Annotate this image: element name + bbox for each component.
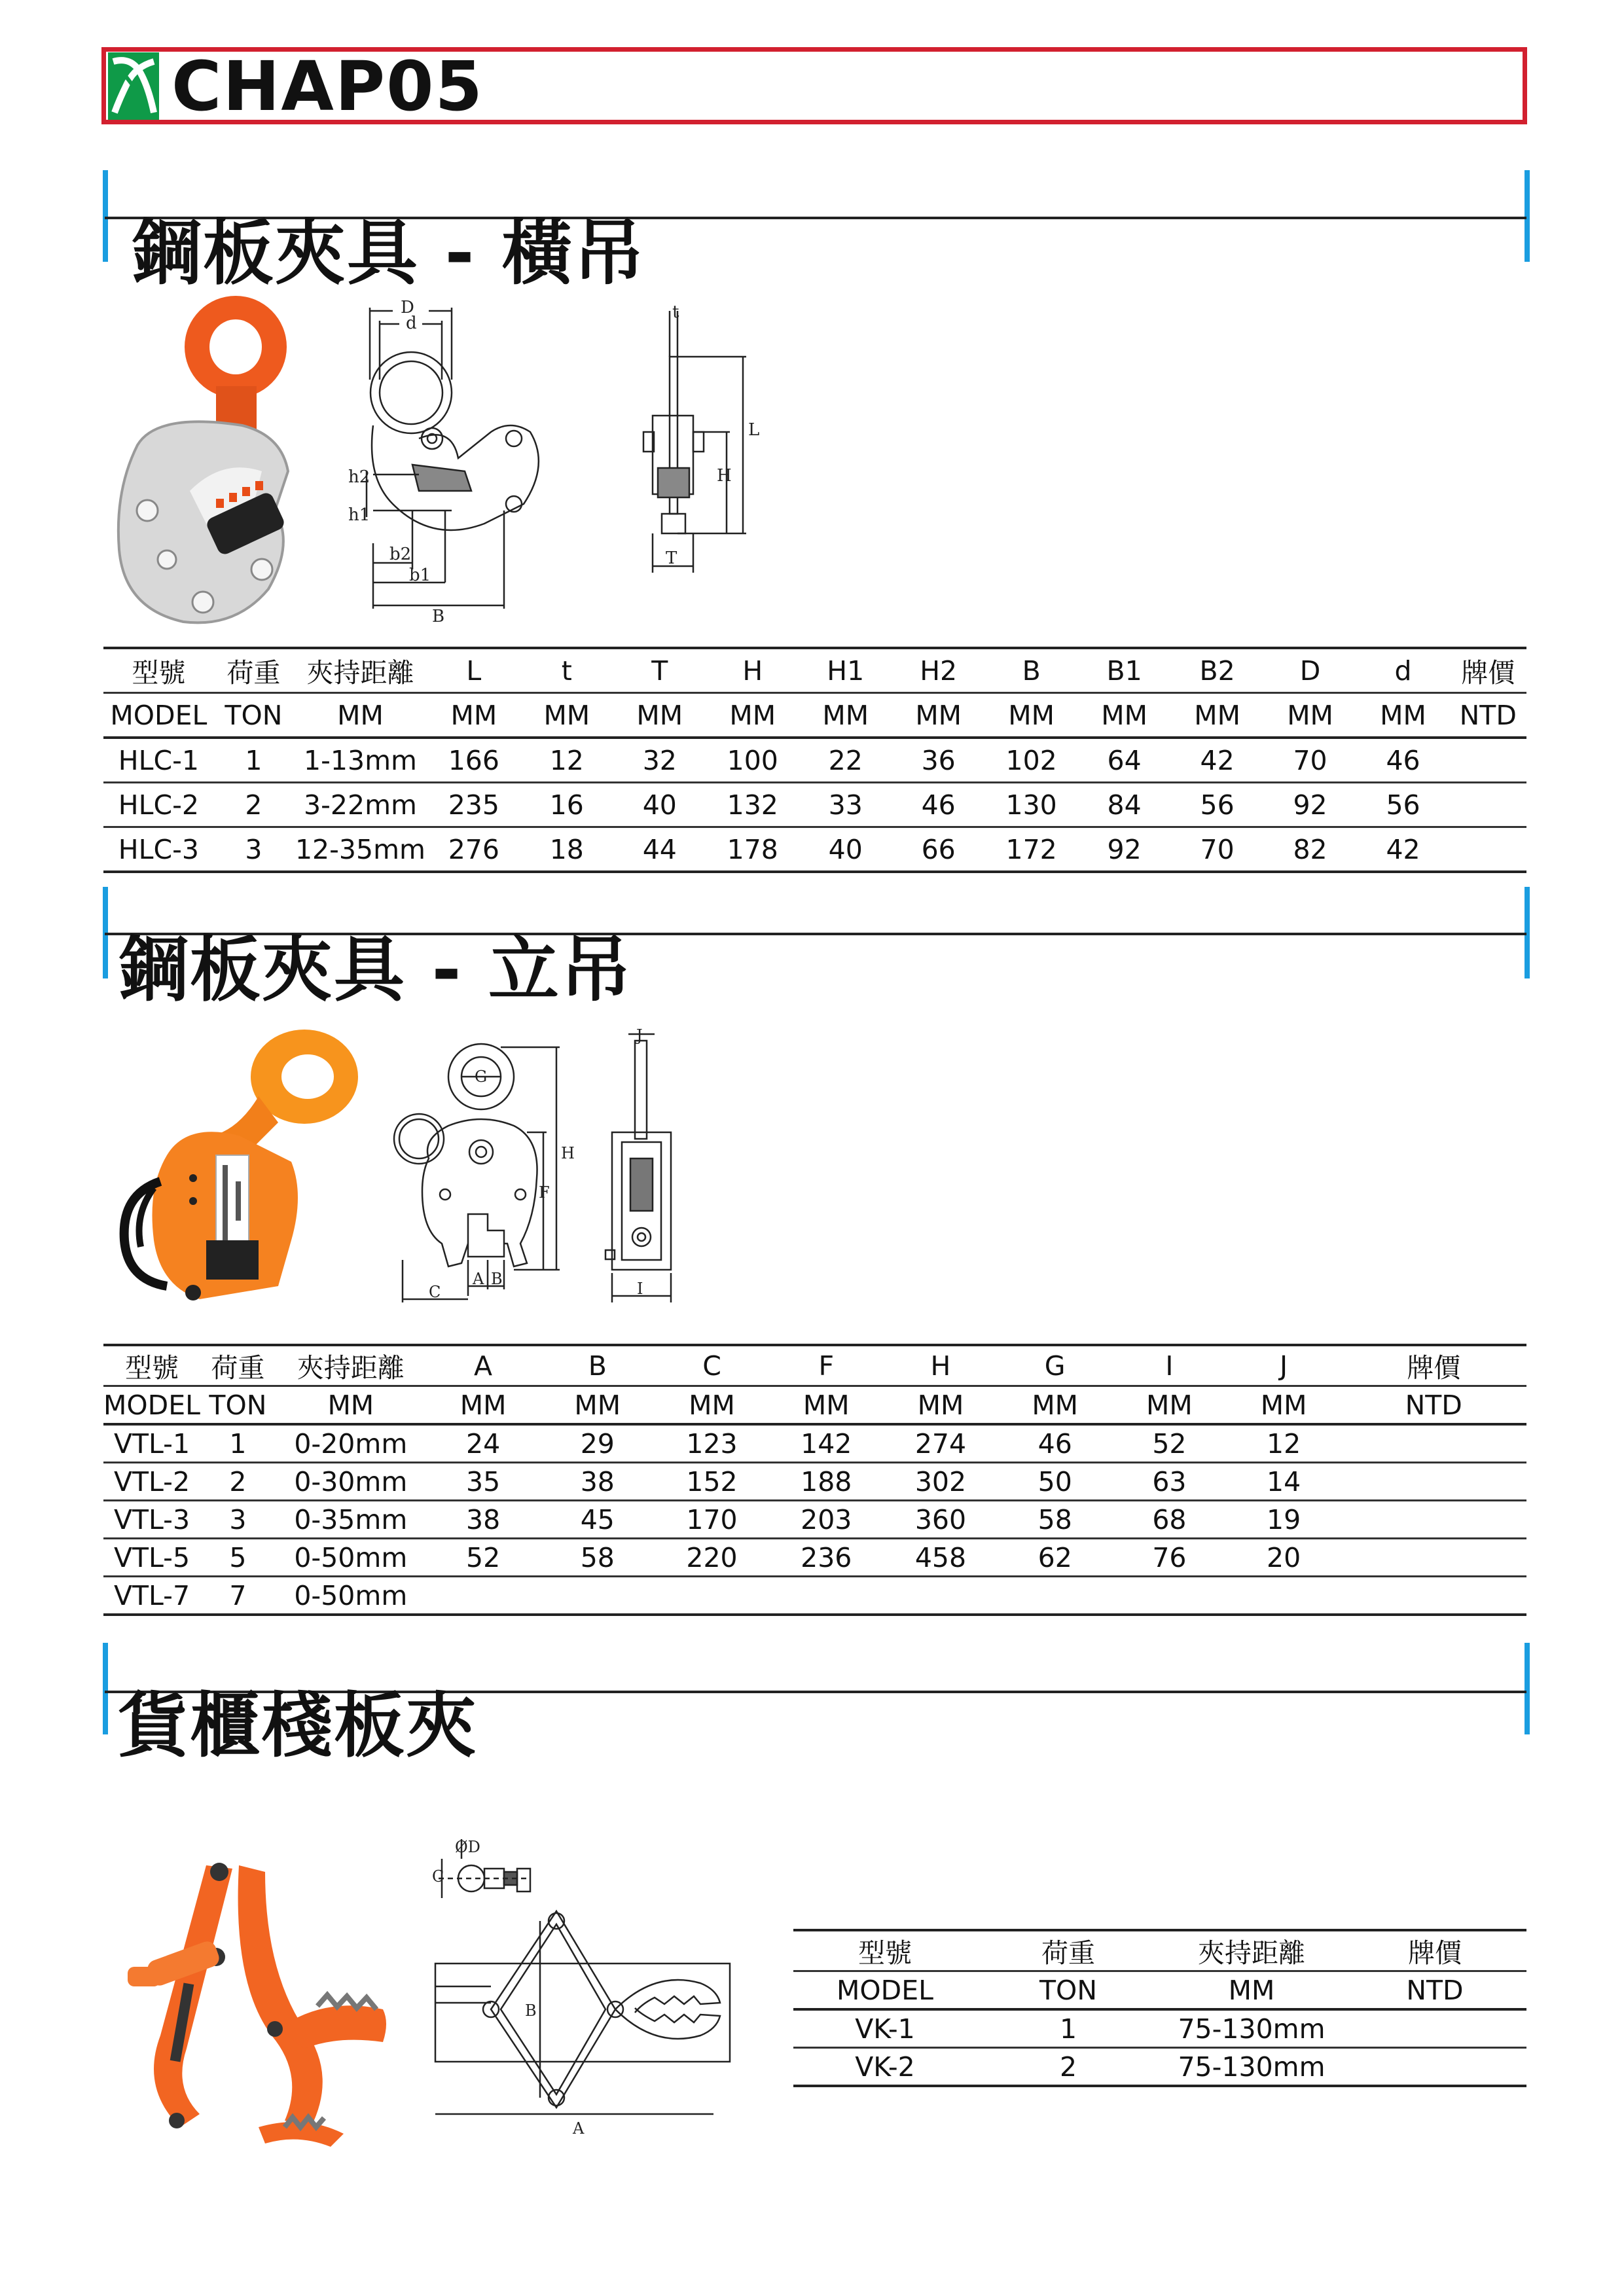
header-cell: G bbox=[998, 1345, 1112, 1386]
svg-text:b1: b1 bbox=[409, 565, 431, 585]
header-cell: 荷重 bbox=[214, 648, 293, 693]
header-cell: MM bbox=[706, 693, 799, 738]
table-header-en bbox=[103, 1386, 1526, 1425]
table-cell: 130 bbox=[985, 783, 1078, 827]
table-cell: 52 bbox=[1112, 1424, 1227, 1463]
header-cell: MM bbox=[1160, 1971, 1343, 2010]
header-cell: A bbox=[426, 1345, 541, 1386]
vertical-clamp-photo bbox=[108, 1024, 370, 1321]
svg-text:D: D bbox=[401, 298, 414, 317]
table-cell: 274 bbox=[884, 1424, 998, 1463]
section-marker-left bbox=[103, 170, 108, 262]
header-cell: B1 bbox=[1078, 648, 1171, 693]
svg-text:C: C bbox=[432, 1867, 444, 1886]
table-cell: 44 bbox=[613, 827, 706, 872]
horizontal-clamp-front-diagram bbox=[348, 295, 569, 631]
table-cell: 3 bbox=[214, 827, 293, 872]
table-cell: 38 bbox=[540, 1463, 655, 1501]
header-cell: 夾持距離 bbox=[1160, 1930, 1343, 1971]
svg-text:A: A bbox=[573, 2119, 585, 2138]
table-cell: 2 bbox=[200, 1463, 276, 1501]
table-row bbox=[793, 2009, 1526, 2048]
table-cell: VK-2 bbox=[793, 2048, 977, 2087]
header-cell: TON bbox=[977, 1971, 1160, 2010]
table-cell: 82 bbox=[1264, 827, 1357, 872]
table-cell: 7 bbox=[200, 1577, 276, 1615]
pallet-clamp-photo bbox=[108, 1852, 396, 2149]
table-cell: 1 bbox=[977, 2009, 1160, 2048]
table-header-zh bbox=[103, 1345, 1526, 1386]
table-cell: 42 bbox=[1357, 827, 1450, 872]
header-cell: MODEL bbox=[103, 1386, 200, 1425]
table-row bbox=[793, 2048, 1526, 2087]
table-cell bbox=[1343, 2009, 1526, 2048]
section-title-horizontal-clamp: 鋼板夾具 - 橫吊 bbox=[131, 213, 646, 295]
header-cell: MM bbox=[520, 693, 613, 738]
header-cell: H1 bbox=[799, 648, 892, 693]
table-cell: 64 bbox=[1078, 738, 1171, 783]
table-cell bbox=[655, 1577, 769, 1615]
table-cell bbox=[884, 1577, 998, 1615]
header-cell: TON bbox=[200, 1386, 276, 1425]
table-cell: 2 bbox=[977, 2048, 1160, 2087]
header-cell: MM bbox=[613, 693, 706, 738]
header-cell: H bbox=[884, 1345, 998, 1386]
section-marker-left bbox=[103, 1643, 108, 1734]
table-cell: 36 bbox=[892, 738, 985, 783]
vertical-clamp-front-diagram bbox=[383, 1034, 592, 1312]
table-cell: 19 bbox=[1227, 1501, 1341, 1539]
svg-text:b2: b2 bbox=[389, 545, 412, 564]
table-cell: 58 bbox=[998, 1501, 1112, 1539]
table-cell: HLC-2 bbox=[103, 783, 214, 827]
svg-text:C: C bbox=[429, 1283, 441, 1301]
table-cell: 70 bbox=[1264, 738, 1357, 783]
header-cell: F bbox=[769, 1345, 884, 1386]
header-cell: B bbox=[985, 648, 1078, 693]
table-cell: 46 bbox=[998, 1424, 1112, 1463]
table-cell: 236 bbox=[769, 1539, 884, 1577]
header-cell: MM bbox=[1227, 1386, 1341, 1425]
table-cell: 1 bbox=[214, 738, 293, 783]
table-cell: 32 bbox=[613, 738, 706, 783]
horizontal-clamp-photo bbox=[111, 295, 321, 637]
svg-text:A: A bbox=[473, 1270, 484, 1288]
header-cell: 荷重 bbox=[200, 1345, 276, 1386]
table-cell: 3-22mm bbox=[293, 783, 427, 827]
header-cell: H2 bbox=[892, 648, 985, 693]
header-cell: 牌價 bbox=[1341, 1345, 1526, 1386]
table-cell bbox=[1450, 827, 1526, 872]
table-row bbox=[103, 1501, 1526, 1539]
table-cell bbox=[540, 1577, 655, 1615]
vertical-clamp-spec-table bbox=[103, 1344, 1526, 1616]
header-cell: I bbox=[1112, 1345, 1227, 1386]
pallet-clamp-spec-table bbox=[793, 1929, 1526, 2087]
table-cell bbox=[1450, 738, 1526, 783]
table-cell: 40 bbox=[613, 783, 706, 827]
chapter-title: CHAP05 bbox=[171, 46, 484, 126]
table-cell: 56 bbox=[1171, 783, 1264, 827]
table-cell: 1 bbox=[200, 1424, 276, 1463]
header-cell: B2 bbox=[1171, 648, 1264, 693]
table-cell: 75-130mm bbox=[1160, 2009, 1343, 2048]
table-cell bbox=[998, 1577, 1112, 1615]
table-cell: 35 bbox=[426, 1463, 541, 1501]
header-cell: NTD bbox=[1341, 1386, 1526, 1425]
header-cell: NTD bbox=[1450, 693, 1526, 738]
table-cell: 24 bbox=[426, 1424, 541, 1463]
section-title-vertical-clamp: 鋼板夾具 - 立吊 bbox=[118, 929, 633, 1011]
table-cell bbox=[1227, 1577, 1341, 1615]
table-cell: HLC-3 bbox=[103, 827, 214, 872]
section-title-pallet-clamp: 貨櫃棧板夾 bbox=[118, 1685, 478, 1767]
table-cell: 220 bbox=[655, 1539, 769, 1577]
header-cell: MM bbox=[892, 693, 985, 738]
table-cell: 20 bbox=[1227, 1539, 1341, 1577]
table-cell: 0-50mm bbox=[276, 1577, 426, 1615]
header-cell: MM bbox=[540, 1386, 655, 1425]
header-cell: NTD bbox=[1343, 1971, 1526, 2010]
table-cell bbox=[1341, 1577, 1526, 1615]
table-cell: 52 bbox=[426, 1539, 541, 1577]
table-cell: 45 bbox=[540, 1501, 655, 1539]
header-cell: 牌價 bbox=[1343, 1930, 1526, 1971]
header-cell: MM bbox=[799, 693, 892, 738]
header-cell: T bbox=[613, 648, 706, 693]
header-cell: MM bbox=[1264, 693, 1357, 738]
horizontal-clamp-side-diagram bbox=[638, 298, 769, 582]
table-cell: 46 bbox=[892, 783, 985, 827]
table-cell: VTL-7 bbox=[103, 1577, 200, 1615]
table-cell: 100 bbox=[706, 738, 799, 783]
table-cell: 188 bbox=[769, 1463, 884, 1501]
header-cell: 夾持距離 bbox=[293, 648, 427, 693]
header-cell: 型號 bbox=[103, 648, 214, 693]
table-cell: VK-1 bbox=[793, 2009, 977, 2048]
table-cell: 123 bbox=[655, 1424, 769, 1463]
table-cell: 22 bbox=[799, 738, 892, 783]
table-cell: 75-130mm bbox=[1160, 2048, 1343, 2087]
svg-text:h2: h2 bbox=[348, 467, 370, 487]
header-cell: L bbox=[427, 648, 520, 693]
header-cell: MM bbox=[998, 1386, 1112, 1425]
table-row bbox=[103, 1539, 1526, 1577]
header-cell: MM bbox=[1357, 693, 1450, 738]
table-cell: 38 bbox=[426, 1501, 541, 1539]
table-cell: 0-50mm bbox=[276, 1539, 426, 1577]
header-cell: MM bbox=[427, 693, 520, 738]
header-cell: D bbox=[1264, 648, 1357, 693]
table-cell: 0-20mm bbox=[276, 1424, 426, 1463]
header-cell: MM bbox=[426, 1386, 541, 1425]
table-cell: 92 bbox=[1264, 783, 1357, 827]
header-cell: MM bbox=[769, 1386, 884, 1425]
table-cell: 58 bbox=[540, 1539, 655, 1577]
svg-text:B: B bbox=[432, 607, 445, 626]
table-cell: 302 bbox=[884, 1463, 998, 1501]
header-cell: MM bbox=[276, 1386, 426, 1425]
table-row bbox=[103, 738, 1526, 783]
table-cell: 66 bbox=[892, 827, 985, 872]
header-cell: MM bbox=[985, 693, 1078, 738]
table-cell: 92 bbox=[1078, 827, 1171, 872]
pallet-clamp-diagram bbox=[425, 1833, 740, 2149]
table-cell: VTL-5 bbox=[103, 1539, 200, 1577]
svg-text:B: B bbox=[491, 1270, 503, 1288]
header-cell: 荷重 bbox=[977, 1930, 1160, 1971]
table-cell bbox=[1112, 1577, 1227, 1615]
table-cell: 12 bbox=[520, 738, 613, 783]
header-cell: 型號 bbox=[793, 1930, 977, 1971]
header-cell: d bbox=[1357, 648, 1450, 693]
table-cell: 12 bbox=[1227, 1424, 1341, 1463]
table-cell: 33 bbox=[799, 783, 892, 827]
svg-text:H: H bbox=[561, 1144, 575, 1162]
svg-text:L: L bbox=[748, 420, 760, 440]
table-cell: HLC-1 bbox=[103, 738, 214, 783]
table-cell bbox=[1341, 1539, 1526, 1577]
table-cell: 12-35mm bbox=[293, 827, 427, 872]
svg-text:T: T bbox=[666, 548, 677, 568]
table-cell: 56 bbox=[1357, 783, 1450, 827]
table-cell: 50 bbox=[998, 1463, 1112, 1501]
table-header-zh bbox=[103, 648, 1526, 693]
header-cell: MM bbox=[1112, 1386, 1227, 1425]
header-cell: C bbox=[655, 1345, 769, 1386]
table-cell bbox=[1450, 783, 1526, 827]
table-cell: 63 bbox=[1112, 1463, 1227, 1501]
svg-text:B: B bbox=[525, 2001, 537, 2020]
svg-text:F: F bbox=[539, 1183, 550, 1202]
table-cell: 2 bbox=[214, 783, 293, 827]
table-cell: 18 bbox=[520, 827, 613, 872]
svg-text:h1: h1 bbox=[348, 505, 370, 525]
svg-text:I: I bbox=[637, 1280, 643, 1298]
table-row bbox=[103, 1463, 1526, 1501]
svg-text:t: t bbox=[672, 302, 679, 322]
header-cell: B bbox=[540, 1345, 655, 1386]
svg-text:ØD: ØD bbox=[455, 1838, 480, 1856]
chain-logo-icon bbox=[108, 52, 159, 120]
table-cell: 458 bbox=[884, 1539, 998, 1577]
table-cell: 14 bbox=[1227, 1463, 1341, 1501]
table-header-zh bbox=[793, 1930, 1526, 1971]
table-cell: 16 bbox=[520, 783, 613, 827]
header-cell: TON bbox=[214, 693, 293, 738]
table-cell: 152 bbox=[655, 1463, 769, 1501]
svg-text:H: H bbox=[717, 466, 732, 486]
header-cell: MODEL bbox=[103, 693, 214, 738]
table-cell: 84 bbox=[1078, 783, 1171, 827]
table-cell: 172 bbox=[985, 827, 1078, 872]
table-cell: 0-35mm bbox=[276, 1501, 426, 1539]
header-cell: MM bbox=[293, 693, 427, 738]
table-cell: 166 bbox=[427, 738, 520, 783]
table-cell: VTL-2 bbox=[103, 1463, 200, 1501]
table-row bbox=[103, 1424, 1526, 1463]
section-marker-right bbox=[1525, 170, 1530, 262]
table-cell: 42 bbox=[1171, 738, 1264, 783]
horizontal-clamp-spec-table bbox=[103, 647, 1526, 873]
svg-text:J: J bbox=[636, 1026, 643, 1045]
header-cell: J bbox=[1227, 1345, 1341, 1386]
section-marker-right bbox=[1525, 1643, 1530, 1734]
table-cell: 178 bbox=[706, 827, 799, 872]
header-cell: MODEL bbox=[793, 1971, 977, 2010]
table-row bbox=[103, 783, 1526, 827]
table-cell: 5 bbox=[200, 1539, 276, 1577]
table-cell bbox=[1341, 1501, 1526, 1539]
header-cell: MM bbox=[884, 1386, 998, 1425]
vertical-clamp-side-diagram bbox=[599, 1028, 684, 1312]
table-cell: 360 bbox=[884, 1501, 998, 1539]
table-cell bbox=[1341, 1463, 1526, 1501]
table-cell bbox=[769, 1577, 884, 1615]
header-cell: 型號 bbox=[103, 1345, 200, 1386]
table-cell: VTL-1 bbox=[103, 1424, 200, 1463]
table-header-en bbox=[103, 693, 1526, 738]
table-cell: VTL-3 bbox=[103, 1501, 200, 1539]
header-cell: t bbox=[520, 648, 613, 693]
table-row bbox=[103, 1577, 1526, 1615]
table-cell: 70 bbox=[1171, 827, 1264, 872]
table-cell: 68 bbox=[1112, 1501, 1227, 1539]
table-cell: 3 bbox=[200, 1501, 276, 1539]
header-cell: MM bbox=[655, 1386, 769, 1425]
table-cell: 46 bbox=[1357, 738, 1450, 783]
table-cell bbox=[426, 1577, 541, 1615]
table-cell: 102 bbox=[985, 738, 1078, 783]
header-cell: H bbox=[706, 648, 799, 693]
svg-text:G: G bbox=[475, 1067, 488, 1086]
table-cell bbox=[1341, 1424, 1526, 1463]
header-cell: 夾持距離 bbox=[276, 1345, 426, 1386]
table-cell: 76 bbox=[1112, 1539, 1227, 1577]
table-cell: 40 bbox=[799, 827, 892, 872]
header-cell: MM bbox=[1078, 693, 1171, 738]
table-cell: 142 bbox=[769, 1424, 884, 1463]
table-cell: 29 bbox=[540, 1424, 655, 1463]
header-cell: MM bbox=[1171, 693, 1264, 738]
header-cell: 牌價 bbox=[1450, 648, 1526, 693]
table-cell: 276 bbox=[427, 827, 520, 872]
table-cell: 132 bbox=[706, 783, 799, 827]
table-cell: 0-30mm bbox=[276, 1463, 426, 1501]
table-cell: 203 bbox=[769, 1501, 884, 1539]
table-cell: 170 bbox=[655, 1501, 769, 1539]
table-row bbox=[103, 827, 1526, 872]
table-header-en bbox=[793, 1971, 1526, 2010]
table-cell: 62 bbox=[998, 1539, 1112, 1577]
table-cell: 235 bbox=[427, 783, 520, 827]
svg-text:d: d bbox=[406, 314, 417, 333]
table-cell bbox=[1343, 2048, 1526, 2087]
table-cell: 1-13mm bbox=[293, 738, 427, 783]
